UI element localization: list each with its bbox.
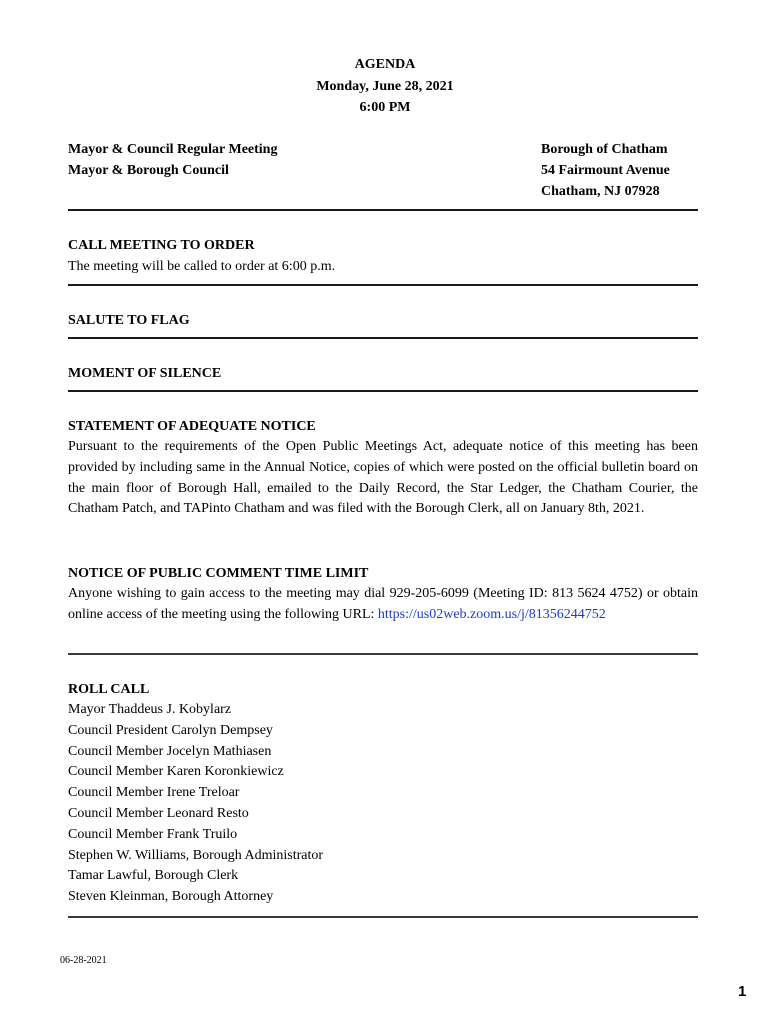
divider — [68, 916, 698, 918]
roll-call-member: Mayor Thaddeus J. Kobylarz — [68, 702, 232, 717]
roll-call-member: Steven Kleinman, Borough Attorney — [68, 889, 274, 905]
roll-call-list — [68, 700, 323, 908]
divider — [68, 653, 698, 655]
public-comment-paragraph — [68, 584, 698, 626]
roll-call-member: Council Member Karen Koronkiewicz — [68, 764, 284, 780]
section-heading-silence: MOMENT OF SILENCE — [68, 366, 222, 381]
roll-call-member: Tamar Lawful, Borough Clerk — [68, 868, 239, 884]
public-comment-text: Anyone wishing to gain access to the meeting may dial 929-205-6099 (Meeting ID: 813 5624 4752) or obtain online access of the meeting using the following URL: — [68, 586, 698, 622]
footer-date: 06-28-2021 — [60, 955, 107, 966]
section-heading-public-comment: NOTICE OF PUBLIC COMMENT TIME LIMIT — [68, 566, 369, 581]
call-to-order-text: The meeting will be called to order at 6:00 p.m. — [68, 259, 336, 274]
roll-call-member: Council Member Leonard Resto — [68, 805, 249, 821]
section-heading-roll-call: ROLL CALL — [68, 682, 150, 697]
roll-call-member: Council Member Irene Treloar — [68, 785, 240, 801]
agenda-date: Monday, June 28, 2021 — [316, 79, 454, 94]
section-heading-salute: SALUTE TO FLAG — [68, 313, 190, 328]
roll-call-member: Council President Carolyn Dempsey — [68, 722, 273, 738]
borough-city: Chatham, NJ 07928 — [541, 184, 660, 199]
agenda-title: AGENDA — [354, 57, 416, 72]
divider — [68, 209, 698, 211]
page-number: 1 — [738, 983, 747, 1000]
roll-call-member: Council Member Jocelyn Mathiasen — [68, 743, 272, 759]
notice-text: Pursuant to the requirements of the Open Public Meetings Act, adequate notice of this meeting has been provided by including same in the Annual Notice, copies of which were posted on the official bulletin board on the main floor of Borough Hall, emailed to the Daily Record, the Star Ledger, the Chatham Courier, the Chatham Patch, and TAPinto Chatham and was filed with the Borough Clerk, all on January 8th, 2021. — [68, 439, 698, 517]
meeting-body: Mayor & Borough Council — [68, 163, 229, 178]
divider — [68, 390, 698, 392]
roll-call-member: Council Member Frank Truilo — [68, 826, 238, 842]
agenda-time: 6:00 PM — [359, 100, 411, 115]
section-heading-notice: STATEMENT OF ADEQUATE NOTICE — [68, 419, 316, 434]
borough-name: Borough of Chatham — [541, 142, 668, 157]
meeting-type: Mayor & Council Regular Meeting — [68, 142, 278, 157]
borough-street: 54 Fairmount Avenue — [541, 163, 670, 178]
section-heading-call-to-order: CALL MEETING TO ORDER — [68, 238, 255, 253]
divider — [68, 337, 698, 339]
roll-call-member: Stephen W. Williams, Borough Administrator — [68, 847, 324, 863]
zoom-meeting-link[interactable]: https://us02web.zoom.us/j/81356244752 — [377, 606, 606, 622]
divider — [68, 284, 698, 286]
